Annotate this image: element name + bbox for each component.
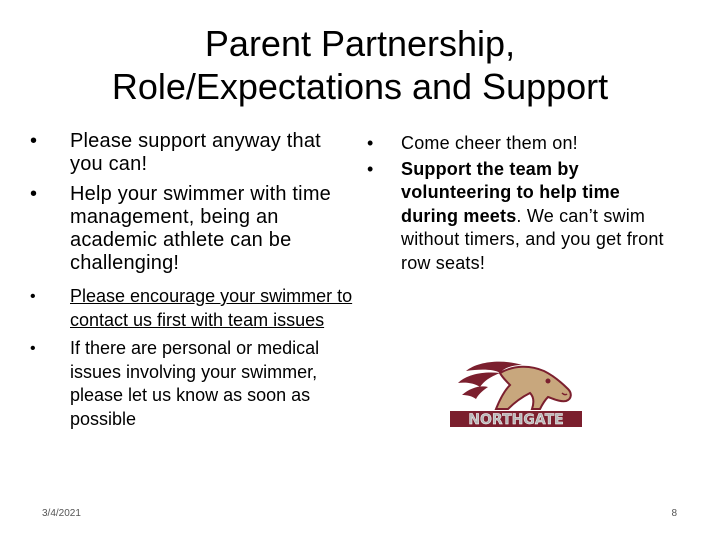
left-column [28, 130, 358, 436]
list-item [365, 158, 675, 276]
bullet-text: Please encourage your swimmer to contact us first with team issues [70, 286, 353, 330]
bullet-text: Help your swimmer with time management, being an academic athlete can be challenging! [70, 183, 332, 274]
title-line-2: Role/Expectations and Support [111, 66, 609, 107]
bullet-icon: • [367, 158, 374, 179]
page-number: 8 [671, 508, 677, 519]
list-item [28, 337, 358, 431]
list-item [28, 285, 358, 332]
bullet-text: If there are personal or medical issues involving your swimmer, please let us know as soon as possible [70, 338, 320, 429]
bullet-icon: • [30, 130, 38, 152]
list-item [28, 130, 358, 176]
bullet-icon: • [30, 288, 36, 305]
bullet-text-bold: Support the team by volunteering to help time during meets [401, 158, 621, 226]
list-item [365, 132, 675, 156]
left-large-bullet-list [28, 130, 358, 275]
bullet-icon: • [30, 340, 36, 357]
bullet-icon: • [30, 183, 38, 205]
right-column [365, 132, 675, 277]
title-line-1: Parent Partnership, [204, 23, 516, 64]
left-small-bullet-list [28, 285, 358, 431]
bullet-icon: • [367, 133, 374, 153]
bullet-text: Come cheer them on! [401, 133, 578, 153]
bullet-text: . We can’t swim without timers, and you get front row seats! [401, 205, 664, 273]
list-item [28, 183, 358, 275]
footer-date: 3/4/2021 [42, 508, 81, 519]
slide-title [40, 22, 680, 108]
northgate-logo [448, 355, 584, 430]
logo-text: NORTHGATE [468, 412, 564, 428]
bullet-text: Please support anyway that you can! [70, 130, 321, 175]
bronco-horse-head-logo-icon [448, 355, 584, 430]
right-bullet-list [365, 132, 675, 275]
